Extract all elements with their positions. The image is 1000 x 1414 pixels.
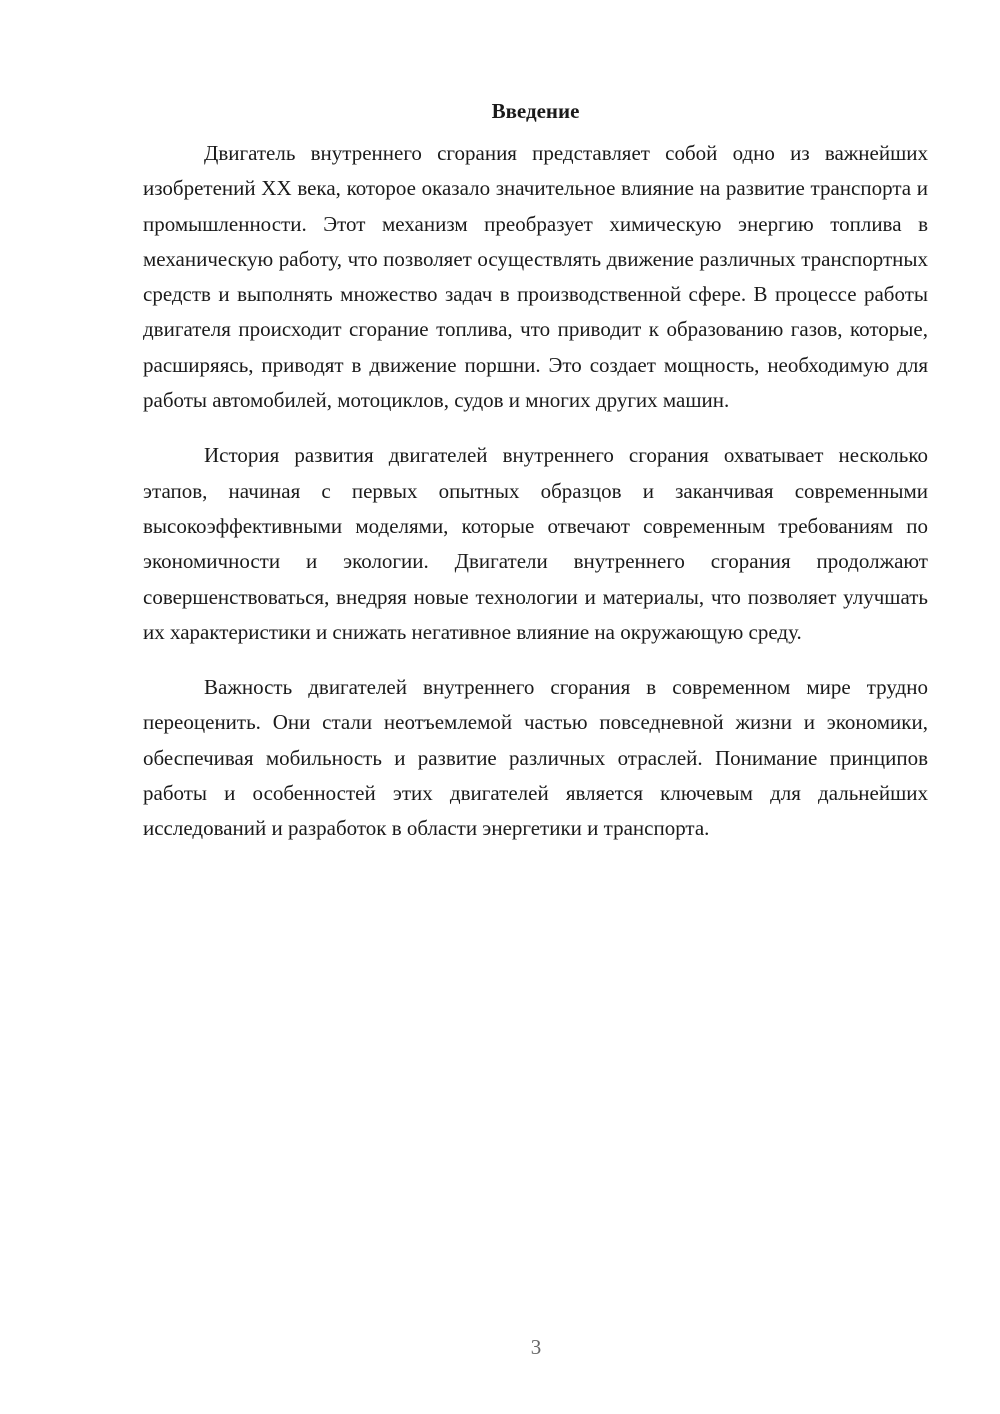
- paragraph-1: Двигатель внутреннего сгорания представляет собой одно из важнейших изобретений XX века, которое оказало значительное влияние на развитие транспорта и промышленности. Этот механизм преобразует химическую энергию топлива в механическую работу, что позволяет осуществлять движение различных транспортных средств и выполнять множество задач в производственной сфере. В процессе работы двигателя происходит сгорание топлива, что приводит к образованию газов, которые, расширяясь, приводят в движение поршни. Это создает мощность, необходимую для работы автомобилей, мотоциклов, судов и многих других машин.: [143, 141, 928, 413]
- paragraph-2: История развития двигателей внутреннего сгорания охватывает несколько этапов, начиная с первых опытных образцов и заканчивая современными высокоэффективными моделями, которые отвечают современным требованиям по экономичности и экологии. Двигатели внутреннего сгорания продолжают совершенствоваться, внедряя новые технологии и материалы, что позволяет улучшать их характеристики и снижать негативное влияние на окружающую среду.: [143, 443, 928, 644]
- page-number: 3: [530, 1335, 542, 1359]
- section-title: Введение: [491, 99, 580, 123]
- page-content: [143, 96, 928, 867]
- paragraph-3: Важность двигателей внутреннего сгорания в современном мире трудно переоценить. Они стали неотъемлемой частью повседневной жизни и экономики, обеспечивая мобильность и развитие различных отраслей. Понимание принципов работы и особенностей этих двигателей является ключевым для дальнейших исследований и разработок в области энергетики и транспорта.: [143, 675, 928, 841]
